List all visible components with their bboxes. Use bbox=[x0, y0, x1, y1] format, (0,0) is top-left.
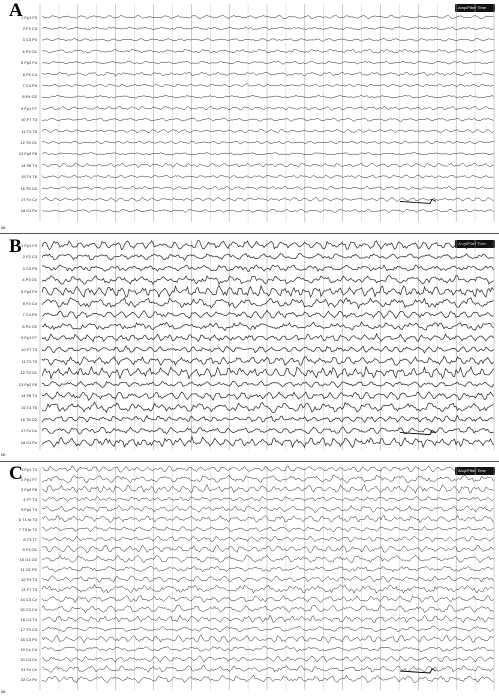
eeg-trace bbox=[42, 163, 494, 168]
eeg-trace bbox=[42, 72, 494, 76]
channel-label: 11 T3 T5 bbox=[21, 358, 37, 364]
eeg-trace bbox=[42, 505, 494, 512]
channel-label: 8 T3 T7 bbox=[23, 536, 37, 542]
eeg-trace bbox=[42, 381, 494, 387]
eeg-trace bbox=[42, 186, 494, 190]
eeg-trace bbox=[42, 485, 494, 494]
eeg-trace bbox=[42, 106, 494, 110]
eeg-trace bbox=[42, 437, 494, 447]
eeg-trace bbox=[42, 84, 494, 87]
channel-label: 15 C3 C4 bbox=[20, 606, 37, 612]
eeg-trace bbox=[42, 496, 494, 501]
channel-label: 4 P3 O1 bbox=[22, 48, 37, 54]
channel-label: 17 Fz Cz bbox=[20, 428, 37, 434]
channel-label: 13 Fp2 F8 bbox=[18, 151, 37, 157]
channel-label: 1 Fp1 F3 bbox=[20, 14, 37, 20]
channel-label: 9 F3 O1 bbox=[22, 546, 37, 552]
channel-label: 16 C4 T4 bbox=[20, 616, 37, 622]
channel-label: 7 T3 to T2 bbox=[18, 526, 37, 532]
eeg-trace bbox=[42, 584, 494, 593]
eeg-trace bbox=[42, 515, 494, 522]
channel-label: 12 T5 O1 bbox=[20, 370, 37, 376]
channel-label: 6 F4 C4 bbox=[22, 71, 37, 77]
panel-label: B bbox=[9, 236, 22, 257]
channel-label: 5 Fp2 T4 bbox=[21, 506, 37, 512]
channel-label: 5 Fp2 F4 bbox=[20, 60, 37, 66]
channel-label: 15 T4 T6 bbox=[21, 174, 37, 180]
eeg-trace bbox=[42, 49, 494, 53]
eeg-trace bbox=[42, 626, 494, 632]
eeg-trace bbox=[42, 95, 494, 98]
channel-label: 20 C4 Cz bbox=[20, 656, 37, 662]
eeg-trace bbox=[42, 298, 494, 308]
eeg-trace bbox=[42, 346, 494, 353]
eeg-trace bbox=[42, 566, 494, 572]
channel-label: 6 T1 to T3 bbox=[18, 516, 37, 522]
panel-label: C bbox=[9, 463, 23, 484]
eeg-trace-area bbox=[0, 0, 499, 232]
eeg-trace bbox=[42, 646, 494, 652]
channel-label: 1 Fp1 T3 bbox=[21, 466, 37, 472]
channel-label: 21 Fz Cz bbox=[20, 666, 37, 672]
eeg-panel-b bbox=[0, 236, 499, 460]
eeg-trace bbox=[42, 605, 494, 613]
channel-label: 5 Fp2 F4 bbox=[20, 288, 37, 294]
eeg-trace bbox=[42, 475, 494, 483]
channel-label: 18 Cz Pz bbox=[20, 208, 37, 214]
channel-label: 10 F7 T3 bbox=[21, 117, 37, 123]
eeg-trace bbox=[42, 61, 494, 64]
eeg-trace bbox=[42, 286, 494, 298]
channel-label: 16 T6 O2 bbox=[20, 416, 37, 422]
channel-label: 18 Cz Pz bbox=[20, 439, 37, 445]
calibration-marker bbox=[400, 199, 436, 203]
eeg-panel-a bbox=[0, 0, 499, 232]
eeg-trace bbox=[42, 545, 494, 553]
eeg-trace bbox=[42, 356, 494, 365]
scale-badge: Amp/Filter Time bbox=[455, 467, 495, 475]
channel-label: 19 Cz C4 bbox=[20, 646, 37, 652]
channel-label: 3 C3 P3 bbox=[22, 265, 37, 271]
eeg-trace bbox=[42, 615, 494, 623]
eeg-trace-area bbox=[0, 463, 499, 700]
eeg-trace bbox=[42, 576, 494, 583]
channel-label: 7 C4 P4 bbox=[22, 82, 37, 88]
channel-label: 4 F7 T3 bbox=[23, 496, 37, 502]
channel-label: 17 T3 C3 bbox=[20, 626, 37, 632]
channel-label: 3 Fp2 F8 bbox=[20, 486, 37, 492]
channel-label: 2 F3 C3 bbox=[22, 25, 37, 31]
channel-label: 4 P3 O1 bbox=[22, 277, 37, 283]
eeg-trace bbox=[42, 322, 494, 331]
channel-label: 18 C3 P3 bbox=[20, 636, 37, 642]
channel-label: 10 O1 O2 bbox=[19, 556, 37, 562]
channel-label: 8 P4 O2 bbox=[22, 94, 37, 100]
eeg-trace bbox=[42, 392, 494, 400]
eeg-trace bbox=[42, 265, 494, 272]
eeg-trace bbox=[42, 175, 494, 179]
eeg-trace bbox=[42, 310, 494, 318]
channel-label: 6 F4 C4 bbox=[22, 300, 37, 306]
channel-label: 10 F7 T3 bbox=[21, 346, 37, 352]
channel-label: 15 T4 T6 bbox=[21, 404, 37, 410]
panel-label: A bbox=[9, 0, 23, 21]
panel-footer: Mt bbox=[1, 452, 6, 457]
channel-label: 2 F3 C3 bbox=[22, 254, 37, 260]
channel-label: 22 Cz Pz bbox=[20, 676, 37, 682]
channel-label: 9 Fp1 F7 bbox=[20, 335, 37, 341]
eeg-trace bbox=[42, 675, 494, 683]
eeg-trace bbox=[42, 129, 494, 132]
panel-footer: Mt bbox=[1, 689, 6, 694]
eeg-trace bbox=[42, 536, 494, 542]
eeg-trace bbox=[42, 209, 494, 212]
eeg-trace bbox=[42, 635, 494, 643]
eeg-trace bbox=[42, 253, 494, 260]
eeg-trace bbox=[42, 38, 494, 41]
channel-label: 12 F4 T3 bbox=[21, 576, 37, 582]
eeg-trace bbox=[42, 118, 494, 121]
channel-label: 7 C4 P4 bbox=[22, 312, 37, 318]
panel-divider bbox=[0, 461, 499, 462]
channel-label: 14 F8 T4 bbox=[21, 162, 37, 168]
channel-label: 1 Fp1 F3 bbox=[20, 242, 37, 248]
eeg-trace bbox=[42, 275, 494, 284]
panel-divider bbox=[0, 233, 499, 234]
channel-label: 8 P4 O2 bbox=[22, 323, 37, 329]
channel-label: 11 O1 P2 bbox=[20, 566, 37, 572]
eeg-trace bbox=[42, 427, 494, 434]
eeg-trace bbox=[42, 197, 494, 201]
channel-label: 14 F8 T4 bbox=[21, 393, 37, 399]
eeg-trace-area bbox=[0, 236, 499, 460]
channel-label: 12 T5 O1 bbox=[20, 139, 37, 145]
eeg-trace bbox=[42, 416, 494, 423]
eeg-trace bbox=[42, 240, 494, 249]
channel-label: 13 Fp2 F8 bbox=[18, 381, 37, 387]
channel-label: 13 F7 T3 bbox=[21, 586, 37, 592]
eeg-trace bbox=[42, 402, 494, 413]
eeg-panel-c bbox=[0, 463, 499, 700]
eeg-trace bbox=[42, 656, 494, 662]
eeg-trace bbox=[42, 555, 494, 563]
eeg-trace bbox=[42, 665, 494, 672]
eeg-trace bbox=[42, 153, 494, 155]
channel-label: 16 T6 O2 bbox=[20, 185, 37, 191]
panel-footer: Mt bbox=[1, 225, 6, 230]
scale-badge: Amp/Filter Time bbox=[455, 240, 495, 248]
channel-label: 14 C3 Cz bbox=[20, 596, 37, 602]
eeg-trace bbox=[42, 526, 494, 531]
eeg-trace bbox=[42, 595, 494, 602]
eeg-trace bbox=[42, 141, 494, 144]
scale-badge: Amp/Filter Time bbox=[455, 4, 495, 12]
eeg-trace bbox=[42, 367, 494, 379]
eeg-trace bbox=[42, 15, 494, 19]
channel-label: 2 Fp1 F7 bbox=[20, 476, 37, 482]
channel-label: 3 C3 P3 bbox=[22, 37, 37, 43]
channel-label: 11 T3 T5 bbox=[21, 128, 37, 134]
eeg-trace bbox=[42, 334, 494, 342]
eeg-trace bbox=[42, 466, 494, 472]
channel-label: 9 Fp1 F7 bbox=[20, 105, 37, 111]
eeg-trace bbox=[42, 27, 494, 30]
channel-label: 17 Fz Cz bbox=[20, 196, 37, 202]
